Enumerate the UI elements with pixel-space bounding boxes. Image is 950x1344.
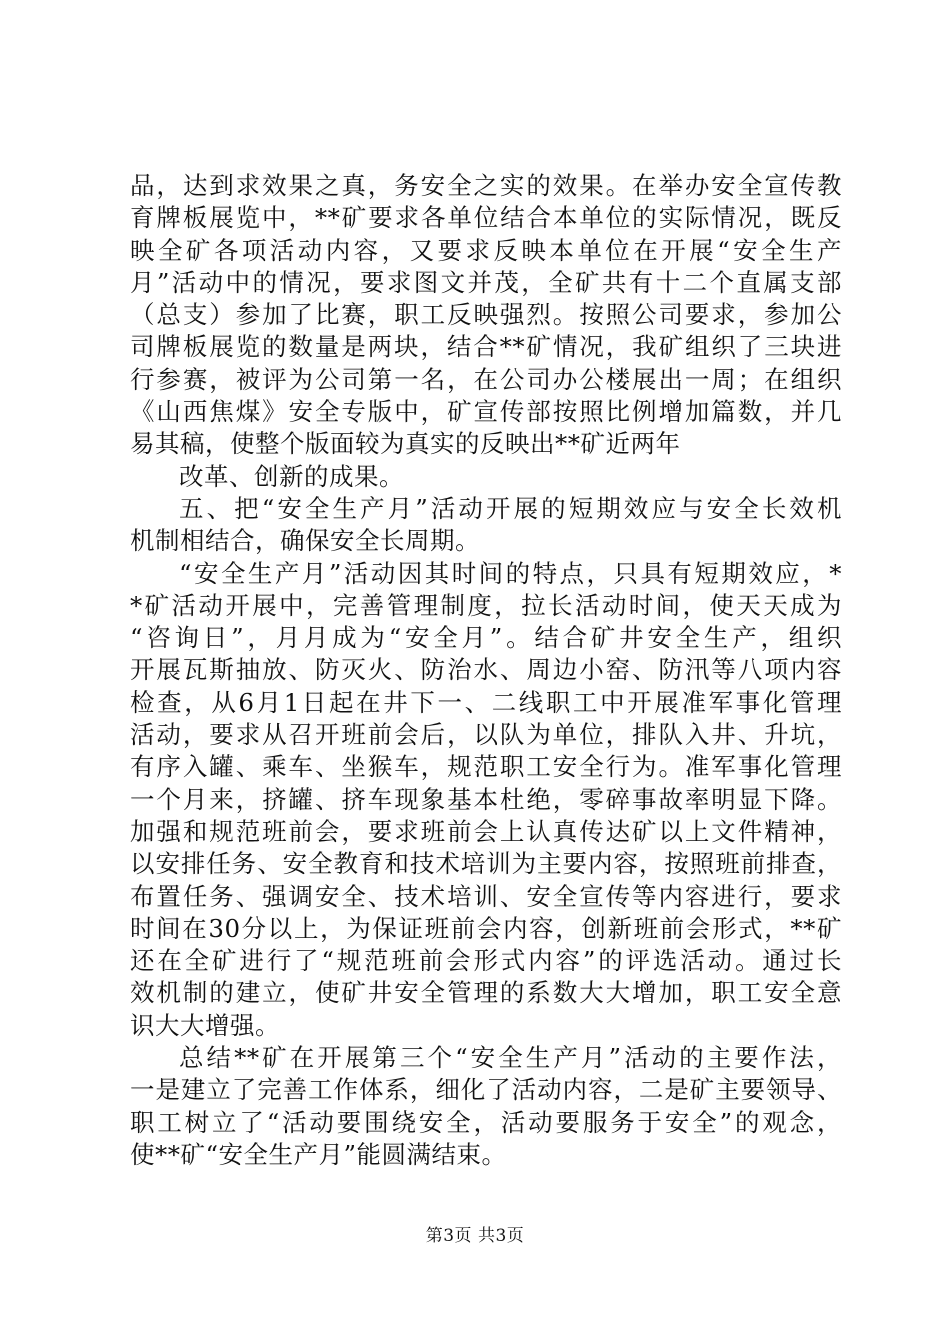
text-line: 有序入罐、乘车、坐猴车，规范职工安全行为。准军事化管理	[130, 752, 842, 782]
text-line: 月”活动中的情况，要求图文并茂，全矿共有十二个直属支部	[130, 267, 842, 297]
text-line: 总结**矿在开展第三个“安全生产月”活动的主要作法，	[179, 1043, 842, 1073]
text-line: 以安排任务、安全教育和技术培训为主要内容，按照班前排查，	[130, 849, 842, 879]
text-line: 开展瓦斯抽放、防灭火、防治水、周边小窑、防汛等八项内容	[130, 655, 842, 685]
body-text	[130, 170, 842, 1171]
section-heading-line: 机制相结合，确保安全长周期。	[130, 526, 480, 556]
text-line: 职工树立了“活动要围绕安全，活动要服务于安全”的观念，	[130, 1107, 842, 1137]
text-line: *矿活动开展中，完善管理制度，拉长活动时间，使天天成为	[130, 590, 842, 620]
text-line: （总支）参加了比赛，职工反映强烈。按照公司要求，参加公	[130, 300, 842, 330]
text-line: 一是建立了完善工作体系，细化了活动内容，二是矿主要领导、	[130, 1075, 842, 1105]
text-line: 布置任务、强调安全、技术培训、安全宣传等内容进行，要求	[130, 881, 842, 911]
page-number-footer: 第3页 共3页	[425, 1226, 525, 1246]
text-line: 使**矿“安全生产月”能圆满结束。	[130, 1139, 507, 1169]
text-line: 一个月来，挤罐、挤车现象基本杜绝，零碎事故率明显下降。	[130, 784, 842, 814]
text-line: 映全矿各项活动内容，又要求反映本单位在开展“安全生产	[130, 235, 842, 265]
text-line: 时间在30分以上，为保证班前会内容，创新班前会形式，**矿	[130, 913, 842, 943]
text-line: 易其稿，使整个版面较为真实的反映出**矿近两年	[130, 429, 681, 459]
text-line: 行参赛，被评为公司第一名，在公司办公楼展出一周；在组织	[130, 364, 842, 394]
text-line: 育牌板展览中，**矿要求各单位结合本单位的实际情况，既反	[130, 203, 842, 233]
text-line: 效机制的建立，使矿井安全管理的系数大大增加，职工安全意	[130, 978, 842, 1008]
text-line: 《山西焦煤》安全专版中，矿宣传部按照比例增加篇数，并几	[130, 397, 842, 427]
text-line: 改革、创新的成果。	[179, 461, 404, 491]
text-line: 活动，要求从召开班前会后，以队为单位，排队入井、升坑，	[130, 720, 842, 750]
text-line: 还在全矿进行了“规范班前会形式内容”的评选活动。通过长	[130, 946, 842, 976]
text-line: 加强和规范班前会，要求班前会上认真传达矿以上文件精神，	[130, 816, 842, 846]
text-line: 品，达到求效果之真，务安全之实的效果。在举办安全宣传教	[130, 171, 842, 200]
section-heading-line: 五、把“安全生产月”活动开展的短期效应与安全长效机	[179, 493, 842, 523]
text-line: 识大大增强。	[130, 1010, 280, 1040]
text-line: “安全生产月”活动因其时间的特点，只具有短期效应，*	[179, 558, 842, 588]
text-line: “咨询日”，月月成为“安全月”。结合矿井安全生产，组织	[130, 623, 842, 653]
text-line: 司牌板展览的数量是两块，结合**矿情况，我矿组织了三块进	[130, 332, 842, 362]
text-line: 检查，从6月1日起在井下一、二线职工中开展准军事化管理	[130, 687, 842, 717]
